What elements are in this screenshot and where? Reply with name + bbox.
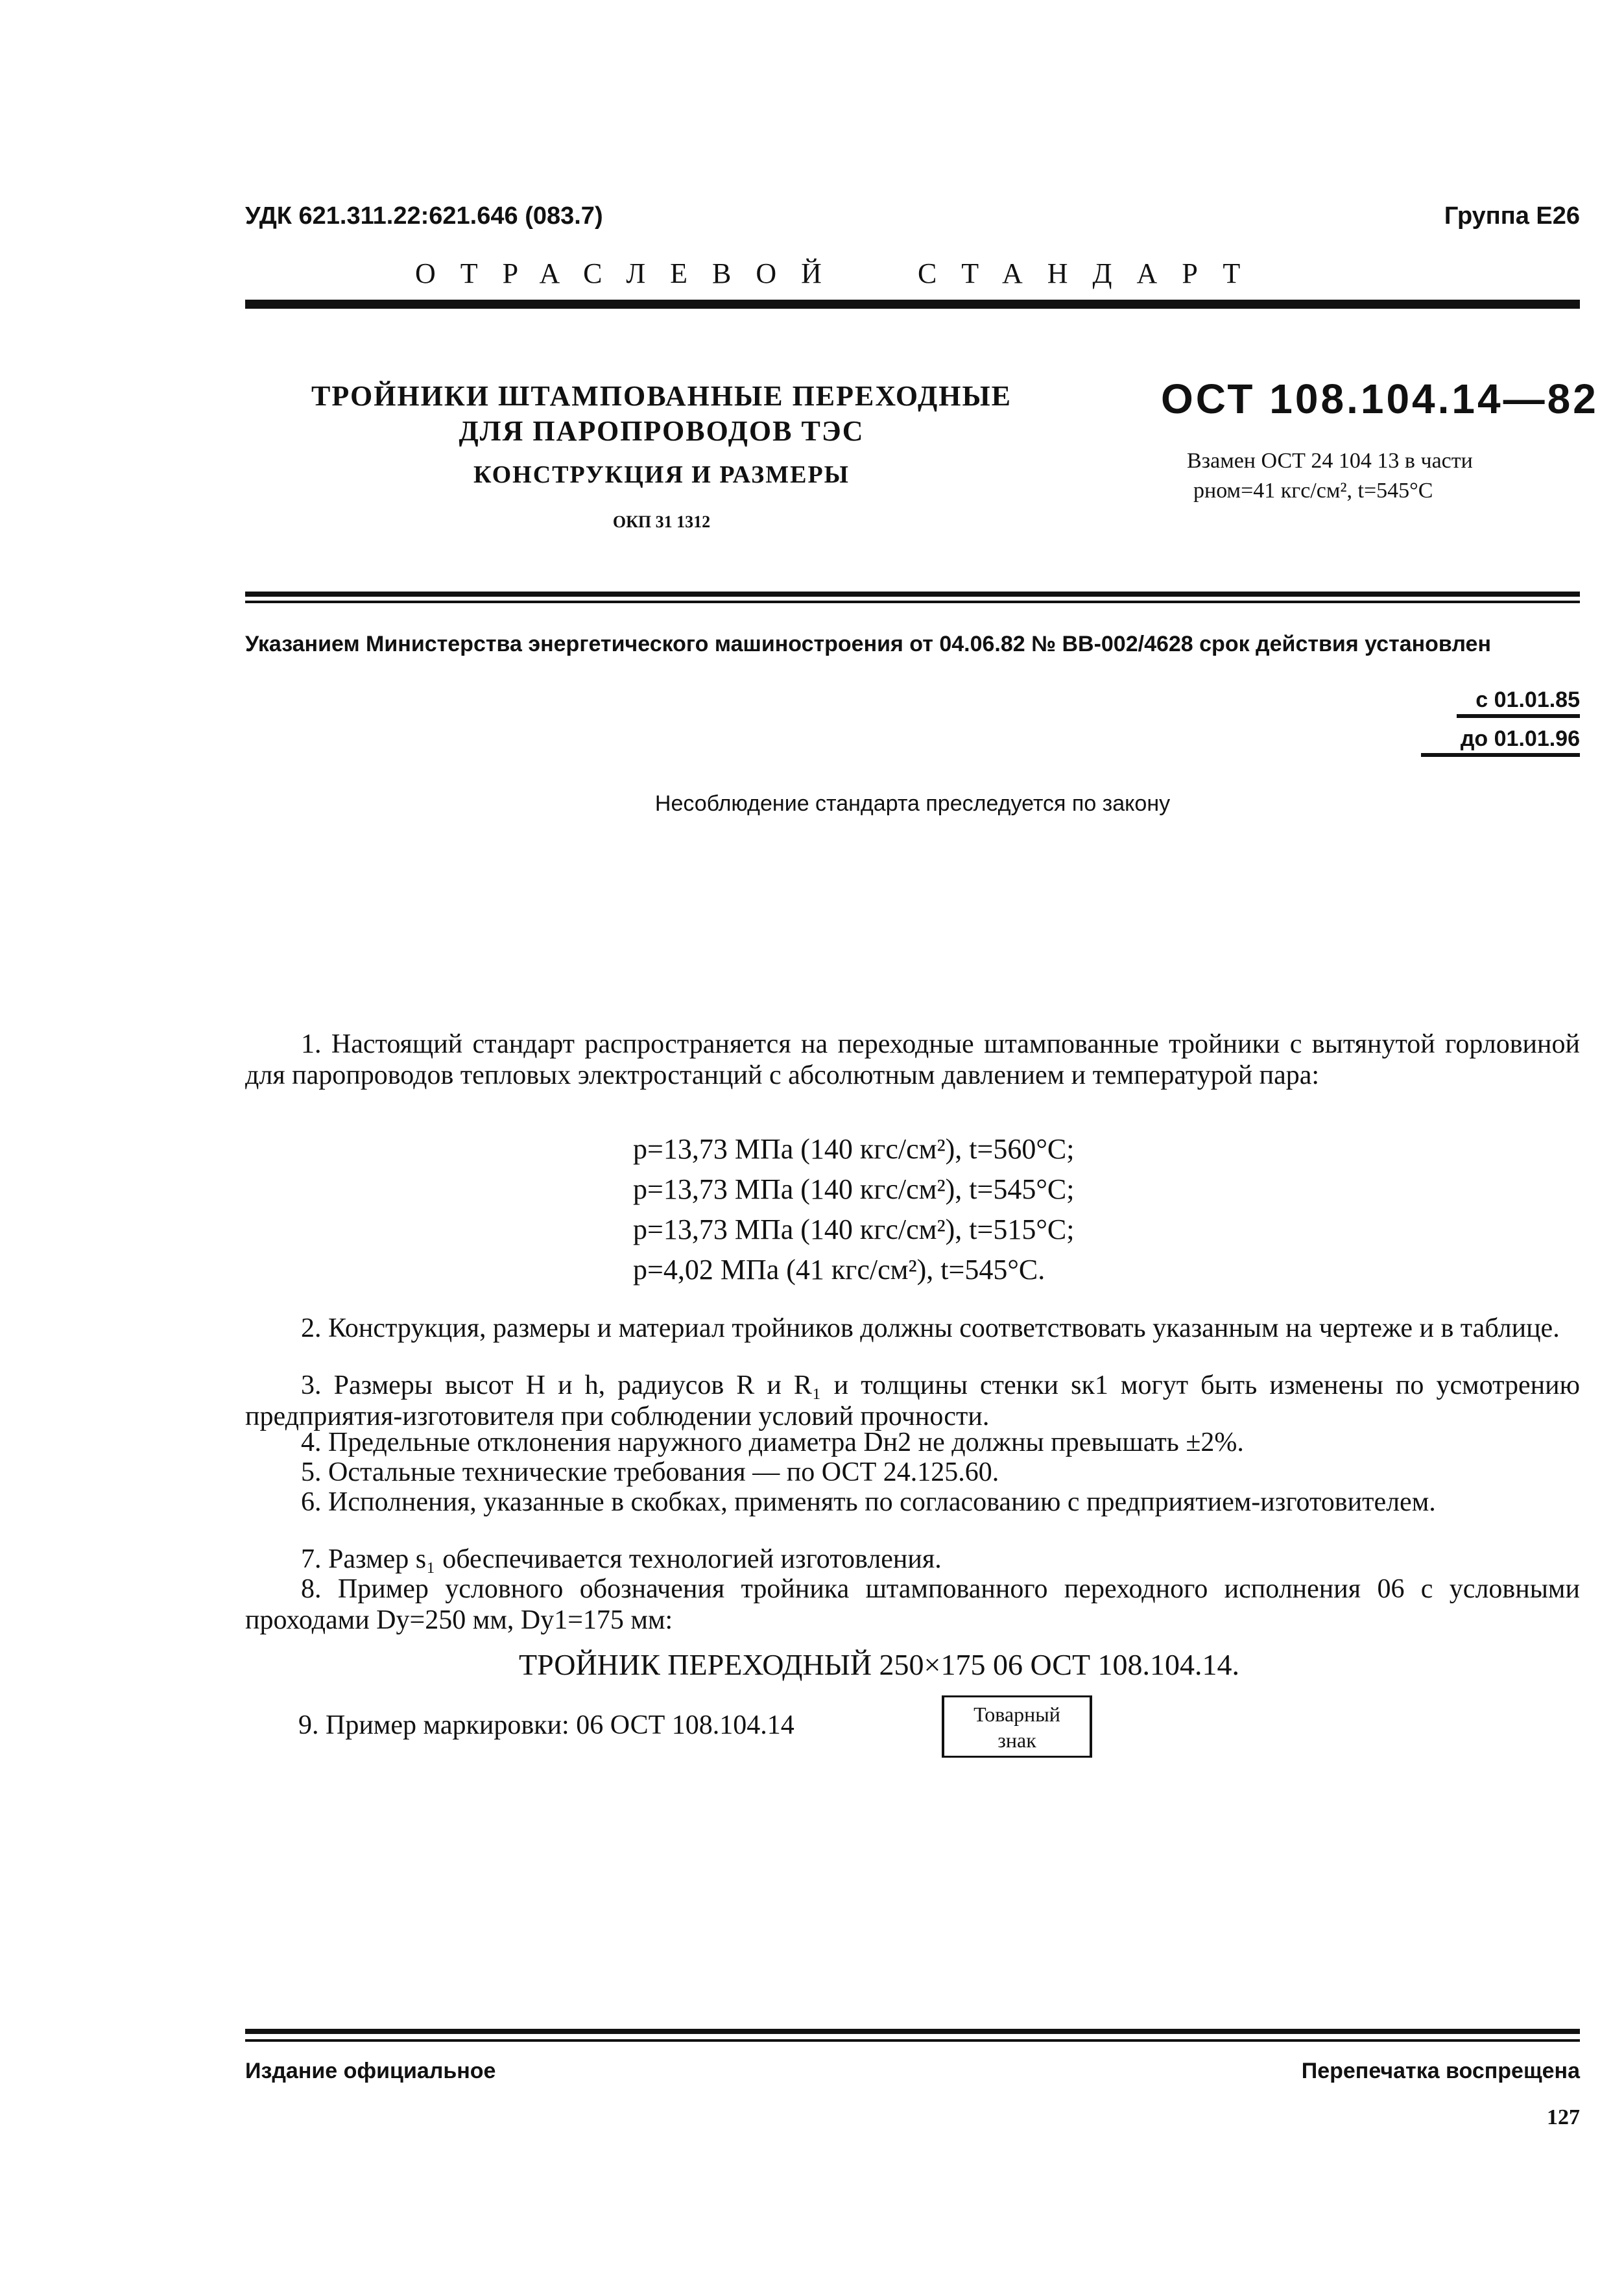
trademark-line-2: знак [997,1729,1036,1752]
header-rule [245,300,1580,309]
paragraph-8: 8. Пример условного обозначения тройника штампованного переходного исполнения 06 с условными проходами Dу=250 мм, Dу1=175 мм: [245,1574,1580,1635]
page-number: 127 [1547,2105,1580,2129]
document-title [305,379,1018,449]
law-notice: Несоблюдение стандарта преследуется по закону [654,791,1171,816]
replaces-note-line-1: Взамен ОСТ 24 104 13 в части [1187,449,1473,473]
document-subtitle: КОНСТРУКЦИЯ И РАЗМЕРЫ [473,461,850,488]
formula-3: p=13,73 МПа (140 кгс/см²), t=515°С; [633,1214,1075,1245]
ost-number: ОСТ 108.104.14—82 [1161,376,1599,422]
designation-example: ТРОЙНИК ПЕРЕХОДНЫЙ 250×175 06 ОСТ 108.104.14. [519,1648,1240,1681]
official-edition-note: Издание официальное [245,2059,496,2083]
paragraph-6: 6. Исполнения, указанные в скобках, применять по согласованию с предприятием-изготовителем. [301,1487,1436,1517]
valid-from-date: с 01.01.85 [1457,688,1580,718]
footer-rule [245,2029,1580,2034]
footer-rule-thin [245,2039,1580,2042]
banner-word-standard: СТАНДАРТ [917,257,1265,289]
okp-code: ОКП 31 1312 [612,512,711,531]
paragraph-2: 2. Конструкция, размеры и материал тройников должны соответствовать указанным на чертеже и в таблице. [301,1313,1560,1343]
formula-1: p=13,73 МПа (140 кгс/см²), t=560°С; [633,1133,1075,1165]
valid-to-date: до 01.01.96 [1421,726,1580,757]
trademark-line-1: Товарный [973,1703,1060,1726]
decree-text: Указанием Министерства энергетического машиностроения от 04.06.82 № ВВ-002/4628 срок действия установлен [245,632,1491,656]
banner-word-industry: ОТРАСЛЕВОЙ [415,257,846,289]
paragraph-3: 3. Размеры высот H и h, радиусов R и R₁ и толщины стенки sк1 могут быть изменены по усмотрению предприятия-изготовителя при соблюдении условий прочности. [245,1370,1580,1431]
trademark-box [942,1695,1092,1758]
reprint-prohibited-note: Перепечатка воспрещена [1301,2059,1580,2083]
paragraph-5: 5. Остальные технические требования — по ОСТ 24.125.60. [301,1457,999,1487]
udk-code: УДК 621.311.22:621.646 (083.7) [245,202,603,230]
replaces-note-line-2: pном=41 кгс/см², t=545°С [1193,479,1433,503]
title-rule [245,592,1580,597]
formula-2: p=13,73 МПа (140 кгс/см²), t=545°С; [633,1173,1075,1205]
formula-4: p=4,02 МПа (41 кгс/см²), t=545°С. [633,1254,1045,1286]
paragraph-1: 1. Настоящий стандарт распространяется на переходные штампованные тройники с вытянутой горловиной для паропроводов тепловых электростанций с абсолютным давлением и температурой пара: [245,1029,1580,1090]
paragraph-7: 7. Размер s₁ обеспечивается технологией изготовления. [301,1544,942,1574]
title-rule-thin [245,601,1580,603]
title-line-2: ДЛЯ ПАРОПРОВОДОВ ТЭС [459,415,865,447]
group-code: Группа Е26 [1444,202,1580,230]
paragraph-4: 4. Предельные отклонения наружного диаметра Dн2 не должны превышать ±2%. [301,1428,1244,1457]
title-line-1: ТРОЙНИКИ ШТАМПОВАННЫЕ ПЕРЕХОДНЫЕ [311,380,1012,412]
marking-example: 9. Пример маркировки: 06 ОСТ 108.104.14 [298,1710,794,1740]
standard-banner [415,257,1336,290]
